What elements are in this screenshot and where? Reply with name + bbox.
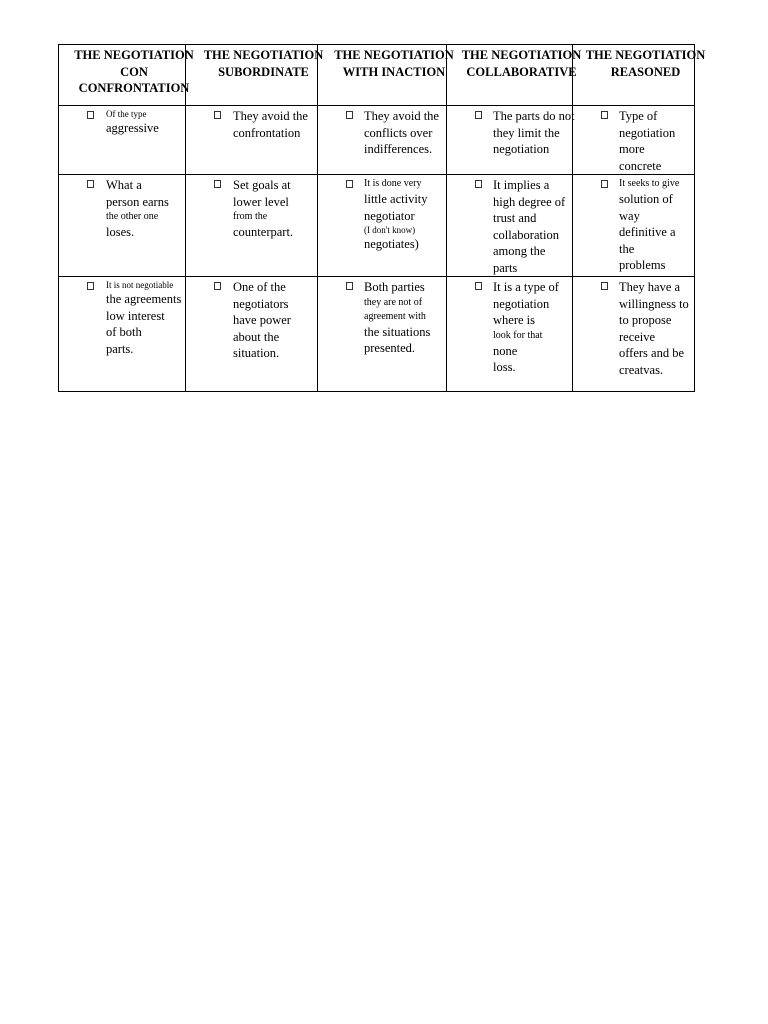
cell-line: collaboration — [493, 227, 559, 242]
cell-line: They have a — [619, 280, 681, 294]
table-cell — [59, 175, 186, 277]
header-line: COLLABORATIVE — [466, 64, 577, 79]
cell-line: It is not negotiable — [106, 280, 174, 290]
cell-line: lower level — [233, 194, 289, 209]
cell-line: Type of — [619, 109, 658, 123]
header-collaborative — [447, 45, 582, 106]
cell-line: person earns — [106, 194, 169, 209]
cell-line: willingness to — [619, 296, 689, 311]
table-header-row — [59, 45, 695, 106]
table-cell — [447, 175, 573, 277]
table-row — [59, 106, 695, 175]
header-line: WITH INACTION — [342, 64, 446, 79]
table-cell — [447, 277, 573, 392]
cell-line: concrete — [619, 158, 662, 173]
cell-line: What a — [106, 178, 142, 192]
header-with-inaction — [318, 45, 454, 106]
header-confrontation — [59, 45, 194, 106]
cell-line: way — [619, 208, 640, 223]
checkbox-bullet-icon — [87, 282, 94, 290]
cell-line: the situations — [364, 324, 431, 339]
table-cell — [186, 175, 318, 277]
cell-line: negotiation — [619, 125, 676, 140]
cell-line: It is a type of — [493, 280, 559, 294]
checkbox-bullet-icon — [214, 282, 221, 290]
cell-line: among the — [493, 244, 546, 258]
header-line: SUBORDINATE — [218, 64, 309, 79]
cell-line: negotiation — [493, 142, 550, 156]
checkbox-bullet-icon — [346, 111, 353, 119]
cell-line: more — [619, 142, 645, 156]
cell-line: little activity — [364, 192, 428, 206]
cell-line: loses. — [106, 225, 135, 239]
cell-line: have power — [233, 313, 291, 327]
cell-line: Both parties — [364, 280, 425, 294]
cell-line: low interest — [106, 308, 165, 323]
header-line: CONFRONTATION — [78, 81, 190, 95]
cell-line: they limit the — [493, 125, 560, 140]
negotiation-types-table — [58, 44, 706, 392]
table-row — [59, 175, 695, 277]
checkbox-bullet-icon — [87, 180, 94, 188]
checkbox-bullet-icon — [601, 111, 608, 119]
cell-line: creatvas. — [619, 362, 664, 377]
cell-line: solution of — [619, 192, 673, 206]
cell-line: look for that — [493, 329, 543, 341]
cell-line: agreement with — [364, 310, 426, 322]
cell-line: problems — [619, 258, 666, 272]
cell-line: presented. — [364, 341, 416, 355]
checkbox-bullet-icon — [214, 180, 221, 188]
header-line: CON — [120, 64, 148, 79]
cell-line: parts. — [106, 341, 134, 356]
checkbox-bullet-icon — [87, 111, 94, 119]
checkbox-bullet-icon — [475, 180, 482, 188]
header-line: THE NEGOTIATION — [74, 48, 194, 62]
cell-line: parts — [493, 260, 518, 275]
cell-line: The parts do not — [493, 109, 575, 123]
cell-line: loss. — [493, 360, 516, 374]
cell-line: they are not of — [364, 296, 423, 308]
cell-line: from the — [233, 211, 268, 222]
cell-line: It implies a — [493, 178, 550, 192]
cell-line: none — [493, 343, 518, 358]
table-cell — [318, 277, 447, 392]
checkbox-bullet-icon — [475, 111, 482, 119]
table-cell — [573, 175, 695, 277]
header-reasoned — [573, 45, 706, 106]
table-cell — [318, 106, 447, 175]
header-subordinate — [186, 45, 324, 106]
table-cell — [186, 106, 318, 175]
header-line: REASONED — [610, 64, 681, 79]
cell-line: offers and be — [619, 346, 685, 360]
table-cell — [447, 106, 573, 175]
checkbox-bullet-icon — [214, 111, 221, 119]
cell-line: where is — [493, 313, 535, 327]
cell-line: It seeks to give — [619, 178, 680, 189]
cell-line: negotiator — [364, 208, 415, 223]
cell-line: the other one — [106, 211, 159, 222]
checkbox-bullet-icon — [475, 282, 482, 290]
header-line: THE NEGOTIATION — [203, 48, 324, 62]
header-line: THE NEGOTIATION — [585, 48, 706, 62]
cell-line: (I don't know) — [364, 225, 416, 235]
cell-line: negotiation — [493, 296, 550, 311]
table-cell — [318, 175, 447, 277]
cell-line: aggressive — [106, 121, 159, 135]
cell-line: high degree of — [493, 194, 566, 209]
cell-line: Set goals at — [233, 178, 291, 192]
cell-line: the agreements — [106, 292, 182, 306]
cell-line: They avoid the — [364, 109, 439, 123]
header-line: THE NEGOTIATION — [334, 48, 454, 62]
cell-line: of both — [106, 325, 142, 339]
cell-line: One of the — [233, 280, 286, 294]
cell-line: Of the type — [106, 109, 147, 119]
cell-line: confrontation — [233, 125, 301, 140]
cell-line: definitive a — [619, 225, 676, 239]
cell-line: to propose — [619, 313, 672, 327]
cell-line: indifferences. — [364, 142, 433, 156]
cell-line: They avoid the — [233, 109, 308, 123]
table-cell — [186, 277, 318, 392]
cell-line: negotiators — [233, 296, 289, 311]
cell-line: counterpart. — [233, 225, 294, 239]
cell-line: It is done very — [364, 178, 422, 189]
cell-line: about the — [233, 329, 280, 344]
checkbox-bullet-icon — [601, 282, 608, 290]
checkbox-bullet-icon — [346, 180, 353, 188]
cell-line: situation. — [233, 346, 280, 360]
cell-line: the — [619, 241, 635, 256]
table-cell — [59, 277, 186, 392]
cell-line: trust and — [493, 211, 537, 225]
cell-line: receive — [619, 329, 656, 344]
checkbox-bullet-icon — [601, 180, 608, 188]
cell-line: conflicts over — [364, 125, 433, 140]
table-cell — [573, 106, 695, 175]
cell-line: negotiates) — [364, 237, 419, 251]
table-cell — [573, 277, 695, 392]
header-line: THE NEGOTIATION — [461, 48, 582, 62]
table-cell — [59, 106, 186, 175]
table-row — [59, 277, 695, 392]
checkbox-bullet-icon — [346, 282, 353, 290]
